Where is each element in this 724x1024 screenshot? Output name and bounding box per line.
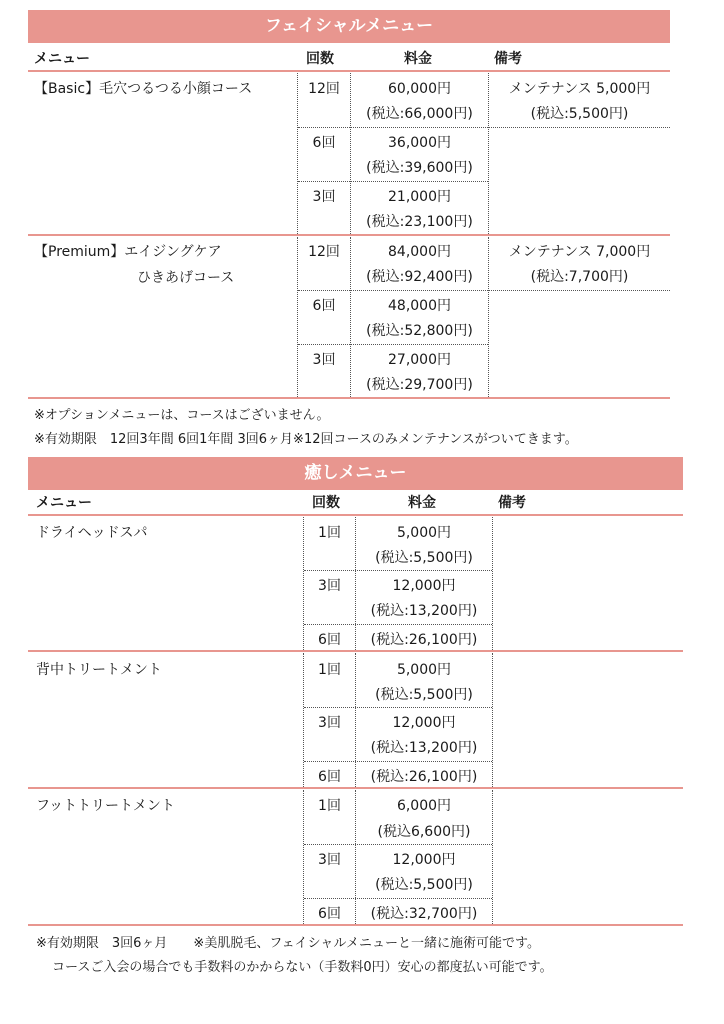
healing-course-name: フットトリートメント	[36, 798, 175, 814]
row-divider	[298, 127, 670, 128]
facial-course-name: 【Basic】毛穴つるつる小顔コース	[34, 81, 253, 97]
healing-price: 5,000円	[396, 525, 452, 541]
course-divider	[28, 397, 670, 399]
facial-col-divider	[488, 237, 489, 397]
row-divider	[298, 344, 488, 345]
row-divider	[304, 707, 492, 708]
healing-count: 1回	[318, 662, 341, 678]
facial-col-divider	[297, 237, 298, 397]
healing-course-name: 背中トリートメント	[36, 662, 162, 678]
facial-count: 3回	[312, 352, 336, 368]
facial-count: 6回	[312, 298, 336, 314]
healing-price-tax: (税込:13,200円)	[370, 603, 478, 619]
facial-header-menu: メニュー	[34, 51, 90, 67]
facial-price: 60,000円	[388, 81, 451, 97]
healing-price-tax: (税込:26,100円)	[370, 632, 478, 648]
healing-price-tax: (税込:13,200円)	[370, 740, 478, 756]
healing-count: 6回	[318, 769, 341, 785]
facial-col-divider	[350, 237, 351, 397]
healing-count: 1回	[318, 798, 341, 814]
healing-header-price: 料金	[408, 495, 436, 511]
course-divider	[28, 234, 670, 236]
healing-header-count: 回数	[312, 495, 340, 511]
facial-header-divider	[28, 70, 670, 72]
facial-course-name: 【Premium】エイジングケア	[34, 244, 222, 260]
facial-note: ※有効期限 12回3年間 6回1年間 3回6ヶ月※12回コースのみメンテナンスがついてきます。	[34, 432, 578, 447]
facial-course-name-sub: ひきあげコース	[137, 270, 235, 286]
healing-count: 6回	[318, 906, 341, 922]
facial-count: 6回	[312, 135, 336, 151]
facial-price-tax: (税込:23,100円)	[366, 214, 473, 230]
healing-price-tax: (税込:5,500円)	[375, 550, 473, 566]
facial-section-title: フェイシャルメニュー	[28, 10, 670, 43]
healing-col-divider	[492, 790, 493, 924]
healing-count: 6回	[318, 632, 341, 648]
healing-col-divider	[492, 653, 493, 787]
facial-course-note: (税込:7,700円)	[530, 269, 629, 285]
healing-header-notes: 備考	[498, 495, 526, 511]
facial-header-count: 回数	[306, 51, 334, 67]
healing-col-divider	[492, 517, 493, 650]
healing-note: コースご入会の場合でも手数料のかからない（手数料0円）安心の都度払い可能です。	[52, 960, 553, 975]
healing-price-tax: (税込:32,700円)	[370, 906, 478, 922]
healing-price-tax: (税込6,600円)	[377, 824, 471, 840]
facial-price: 36,000円	[388, 135, 451, 151]
facial-price-tax: (税込:39,600円)	[366, 160, 473, 176]
healing-price: 6,000円	[396, 798, 452, 814]
facial-count: 3回	[312, 189, 336, 205]
facial-count: 12回	[308, 81, 340, 97]
healing-header-menu: メニュー	[36, 495, 92, 511]
healing-price: 12,000円	[392, 578, 456, 594]
facial-header-notes: 備考	[494, 51, 522, 67]
healing-section-title: 癒しメニュー	[28, 457, 683, 490]
row-divider	[304, 844, 492, 845]
facial-price-tax: (税込:52,800円)	[366, 323, 473, 339]
healing-course-name: ドライヘッドスパ	[36, 525, 148, 541]
healing-count: 3回	[318, 715, 341, 731]
facial-course-note: (税込:5,500円)	[530, 106, 629, 122]
facial-count: 12回	[308, 244, 340, 260]
healing-price: 5,000円	[396, 662, 452, 678]
row-divider	[298, 181, 488, 182]
healing-count: 3回	[318, 852, 341, 868]
healing-price-tax: (税込:5,500円)	[375, 687, 473, 703]
course-divider	[28, 650, 683, 652]
facial-note: ※オプションメニューは、コースはございません。	[34, 408, 330, 423]
healing-note: ※有効期限 3回6ヶ月 ※美肌脱毛、フェイシャルメニューと一緒に施術可能です。	[36, 936, 540, 951]
facial-course-note: メンテナンス 5,000円	[508, 81, 651, 97]
healing-price: 12,000円	[392, 852, 456, 868]
healing-price-tax: (税込:26,100円)	[370, 769, 478, 785]
facial-course-note: メンテナンス 7,000円	[508, 244, 651, 260]
facial-price: 48,000円	[388, 298, 451, 314]
facial-price-tax: (税込:29,700円)	[366, 377, 473, 393]
row-divider	[298, 290, 670, 291]
row-divider	[304, 570, 492, 571]
facial-price: 21,000円	[388, 189, 451, 205]
facial-price: 84,000円	[388, 244, 451, 260]
facial-price-tax: (税込:92,400円)	[366, 269, 473, 285]
course-divider	[28, 924, 683, 926]
healing-price-tax: (税込:5,500円)	[375, 877, 473, 893]
facial-price: 27,000円	[388, 352, 451, 368]
row-divider	[304, 898, 492, 899]
facial-header-price: 料金	[404, 51, 432, 67]
row-divider	[304, 624, 492, 625]
healing-count: 3回	[318, 578, 341, 594]
healing-count: 1回	[318, 525, 341, 541]
row-divider	[304, 761, 492, 762]
healing-header-divider	[28, 514, 683, 516]
facial-price-tax: (税込:66,000円)	[366, 106, 473, 122]
healing-price: 12,000円	[392, 715, 456, 731]
course-divider	[28, 787, 683, 789]
